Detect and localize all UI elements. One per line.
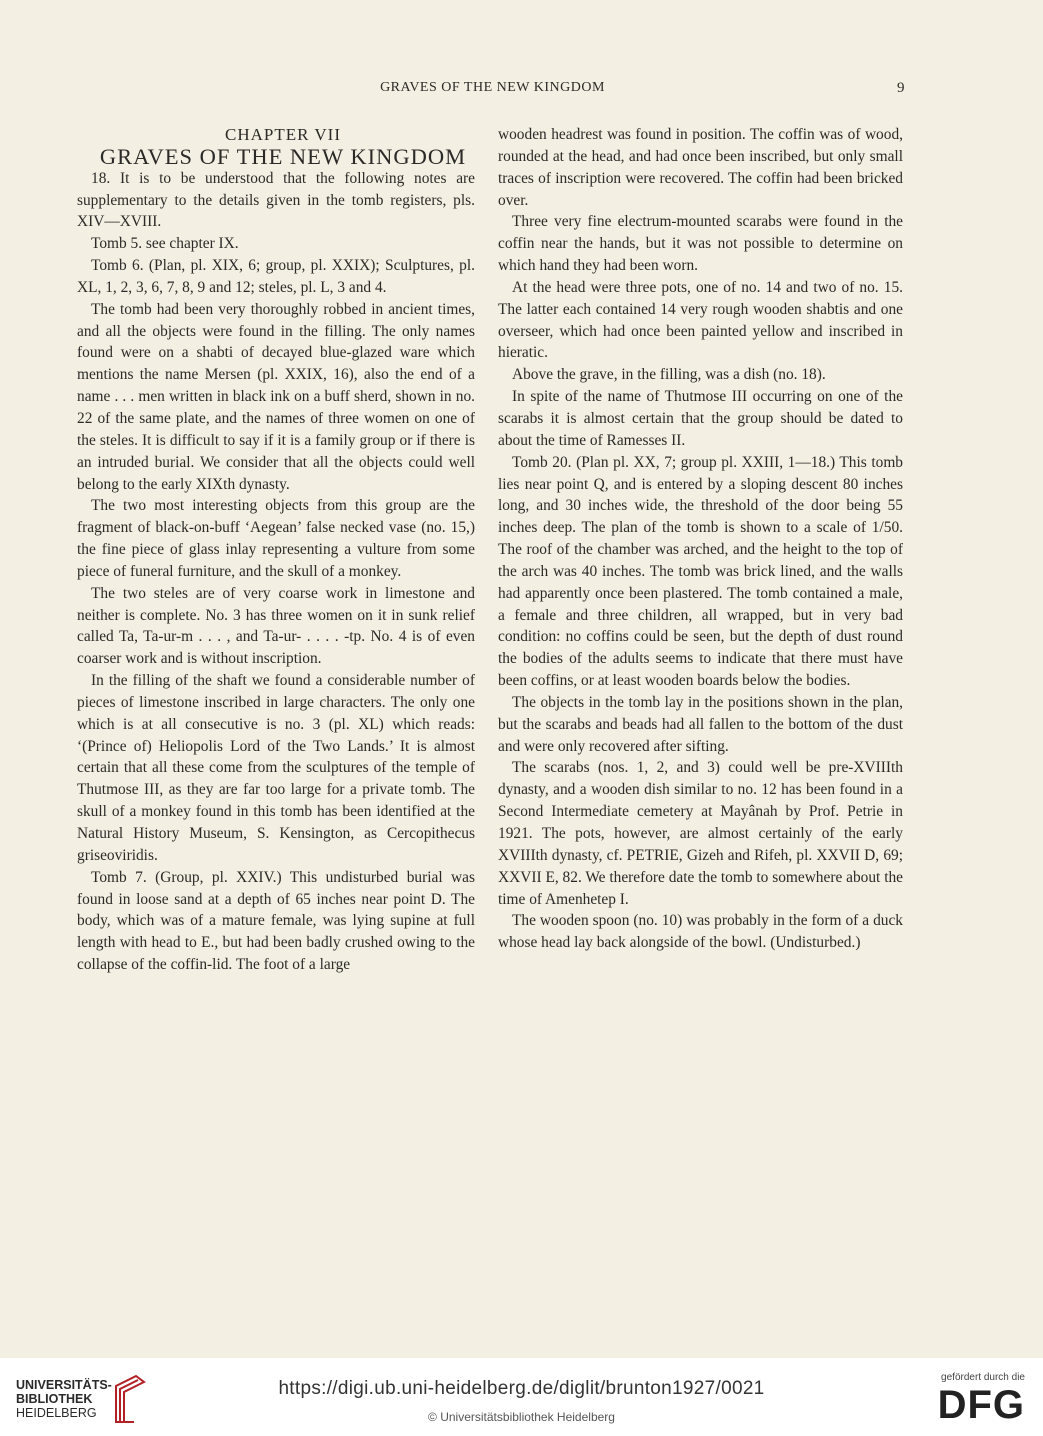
right-column (498, 124, 903, 954)
paragraph: 18. It is to be understood that the following notes are supplementary to the details given in the tomb registers, pls. XIV—XVIII. (77, 169, 475, 231)
library-line: HEIDELBERG (16, 1406, 97, 1420)
paragraph: Tomb 7. (Group, pl. XXIV.) This undisturbed burial was found in loose sand at a depth of 65 inches near point D. The body, which was of a mature female, was lying supine at full length with head to E., but had been badly crushed owing to the collapse of the coffin-lid. The foot of a large (77, 868, 475, 974)
paragraph: wooden headrest was found in position. The coffin was of wood, rounded at the head, and had once been inscribed, but only small traces of inscription were recovered. The coffin had been bricked over. (498, 126, 903, 209)
footer-bar (0, 1358, 1043, 1436)
funder-name: DFG (937, 1383, 1025, 1427)
running-title: GRAVES OF THE NEW KINGDOM (380, 80, 605, 95)
paragraph: The two most interesting objects from this group are the fragment of black-on-buff ‘Aegean’ false necked vase (no. 15,) the fine piece of glass inlay representing a vulture from some piece of funeral furniture, and the skull of a monkey. (77, 497, 475, 580)
paragraph: At the head were three pots, one of no. 14 and two of no. 15. The latter each contained 14 very rough wooden shabtis and one overseer, which had once been painted yellow and inscribed in hieratic. (498, 278, 903, 362)
funder-label: gefördert durch die (941, 1372, 1025, 1383)
paragraph: Tomb 6. (Plan, pl. XIX, 6; group, pl. XXIX); Sculptures, pl. XL, 1, 2, 3, 6, 7, 8, 9 and 12; steles, pl. L, 3 and 4. (77, 257, 475, 296)
chapter-label: CHAPTER VII (225, 125, 341, 144)
paragraph: The two steles are of very coarse work in limestone and neither is complete. No. 3 has three women on it in sunk relief called Ta, Ta-ur-m . . . , and Ta-ur- . . . . -tp. No. 4 is of even coarser work and is without inscription. (77, 584, 475, 668)
paragraph: In the filling of the shaft we found a considerable number of pieces of limestone inscribed in large characters. The only one which is at all consecutive is no. 3 (pl. XL) which reads: ‘(Prince of) Heliopolis Lord of the Two Lands.’ It is almost certain that all these come from the sculptures of the temple of Thutmose III, as they are far too large for a private tomb. The skull of a monkey found in this tomb has been identified at the Natural History Museum, S. Kensington, as Cercopithecus griseoviridis. (77, 672, 475, 864)
paragraph: Three very fine electrum-mounted scarabs were found in the coffin near the hands, but it was not possible to determine on which hand they had been worn. (498, 213, 903, 275)
paragraph: Tomb 5. see chapter IX. (91, 235, 239, 253)
permalink-url[interactable]: https://digi.ub.uni-heidelberg.de/diglit/brunton1927/0021 (278, 1378, 765, 1399)
chapter-title: GRAVES OF THE NEW KINGDOM (99, 143, 467, 169)
paragraph: The scarabs (nos. 1, 2, and 3) could well be pre-XVIIIth dynasty, and a wooden dish similar to no. 12 has been found in a Second Intermediate cemetery at Mayânah by Prof. Petrie in 1921. The pots, however, are almost certainly of the early XVIIIth dynasty, cf. PETRIE, Gizeh and Rifeh, pl. XXVII D, 69; XXVII E, 82. We therefore date the tomb to somewhere about the time of Amenhetep I. (498, 759, 903, 908)
paragraph: The objects in the tomb lay in the positions shown in the plan, but the scarabs and beads had all fallen to the bottom of the dust and were only recovered after sifting. (498, 693, 903, 755)
paragraph: In spite of the name of Thutmose III occurring on one of the scarabs it is almost certain that the group should be dated to about the time of Ramesses II. (498, 388, 903, 449)
paragraph: The wooden spoon (no. 10) was probably in the form of a duck whose head lay back alongside of the bowl. (Undisturbed.) (498, 912, 903, 952)
paragraph: Above the grave, in the filling, was a dish (no. 18). (512, 366, 826, 384)
paragraph: Tomb 20. (Plan pl. XX, 7; group pl. XXIII, 1—18.) This tomb lies near point Q, and is entered by a sloping descent 80 inches long, and 30 inches wide, the threshold of the door being 55 inches deep. The plan of the tomb is shown to a scale of 1/50. The roof of the chamber was arched, and the height to the top of the arch was 40 inches. The tomb was brick lined, and the walls had apparently once been plastered. The tomb contained a male, a female and three children, all wrapped, but in very bad condition: no coffins could be seen, but the depth of dust round the bodies of the adults seems to indicate that there must have been coffins, or at least wooden boards below the bodies. (498, 453, 903, 690)
page-number: 9 (897, 80, 905, 96)
library-line: UNIVERSITÄTS- (16, 1378, 112, 1392)
library-line: BIBLIOTHEK (16, 1392, 93, 1406)
copyright-notice: © Universitätsbibliothek Heidelberg (428, 1410, 615, 1424)
running-head (80, 80, 905, 104)
paragraph: The tomb had been very thoroughly robbed in ancient times, and all the objects were found in the filling. The only names found were on a shabti of decayed blue-glazed ware which mentions the name Mersen (pl. XXIX, 16), also the end of a name . . . men written in black ink on a buff sherd, shown in no. 22 of the same plate, and the names of three women on one of the steles. It is difficult to say if it is a family group or if there is an intruded burial. We consider that all the objects could well belong to the early XIXth dynasty. (77, 300, 475, 493)
left-column (77, 124, 475, 976)
funder-logo[interactable] (938, 1372, 1025, 1425)
